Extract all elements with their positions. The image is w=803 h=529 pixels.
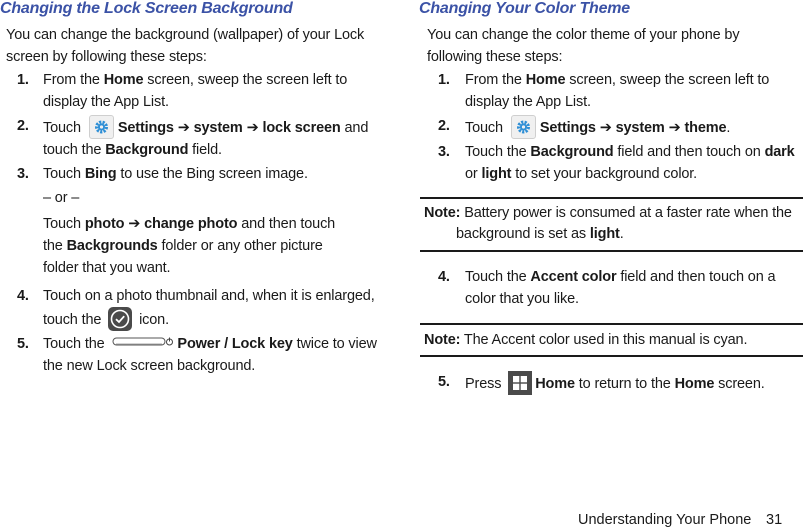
note-divider	[420, 355, 803, 357]
list-item: 3. Touch Bing to use the Bing screen image. – or – Touch photo ➔ change photo and then touch the Backgrounds folder or any other picture folder that you want.	[17, 166, 336, 276]
note-battery: Note: Battery power is consumed at a faster rate when the background is set as light.	[424, 205, 792, 242]
list-item: 1. From the Home screen, sweep the screen left to display the App List.	[438, 72, 770, 110]
page-number: 31	[766, 512, 783, 528]
intro-color-theme: You can change the color theme of your phone by following these steps:	[427, 27, 740, 65]
checkmark-icon	[108, 307, 132, 331]
footer-section-title: Understanding Your Phone	[578, 512, 752, 528]
settings-gear-icon	[511, 115, 536, 139]
list-item: 2. Touch Settings ➔ system ➔ theme.	[419, 115, 803, 139]
list-item: 3. Touch the Background field and then touch on dark or light to set your background color.	[438, 144, 795, 182]
list-item: 4. Touch on a photo thumbnail and, when it is enlarged, touch the icon.	[0, 285, 383, 331]
left-column	[0, 0, 395, 377]
note-accent: Note: The Accent color used in this manual is cyan.	[424, 332, 748, 348]
section-title-lock-screen: Changing the Lock Screen Background	[0, 0, 293, 17]
settings-gear-icon	[89, 115, 114, 139]
note-divider	[420, 323, 803, 325]
note-divider	[420, 250, 803, 252]
right-column	[419, 0, 803, 185]
list-item: 1. From the Home screen, sweep the screen left to display the App List.	[17, 72, 348, 110]
list-item: 2. Touch Settings ➔ system ➔ lock screen and touch the Background field.	[0, 115, 373, 161]
list-item: 5. Touch the Power / Lock key twice to view the new Lock screen background.	[0, 333, 388, 377]
power-key-icon	[112, 333, 174, 345]
intro-lock-screen: You can change the background (wallpaper) of your Lock screen by following these steps:	[6, 27, 365, 65]
section-title-color-theme: Changing Your Color Theme	[419, 0, 631, 17]
windows-home-icon	[508, 371, 532, 395]
list-item: 4. Touch the Accent color field and then touch on a color that you like.	[438, 269, 776, 307]
note-divider	[420, 197, 803, 199]
list-item: 5. Press Home to return to the Home screen.	[419, 371, 800, 395]
